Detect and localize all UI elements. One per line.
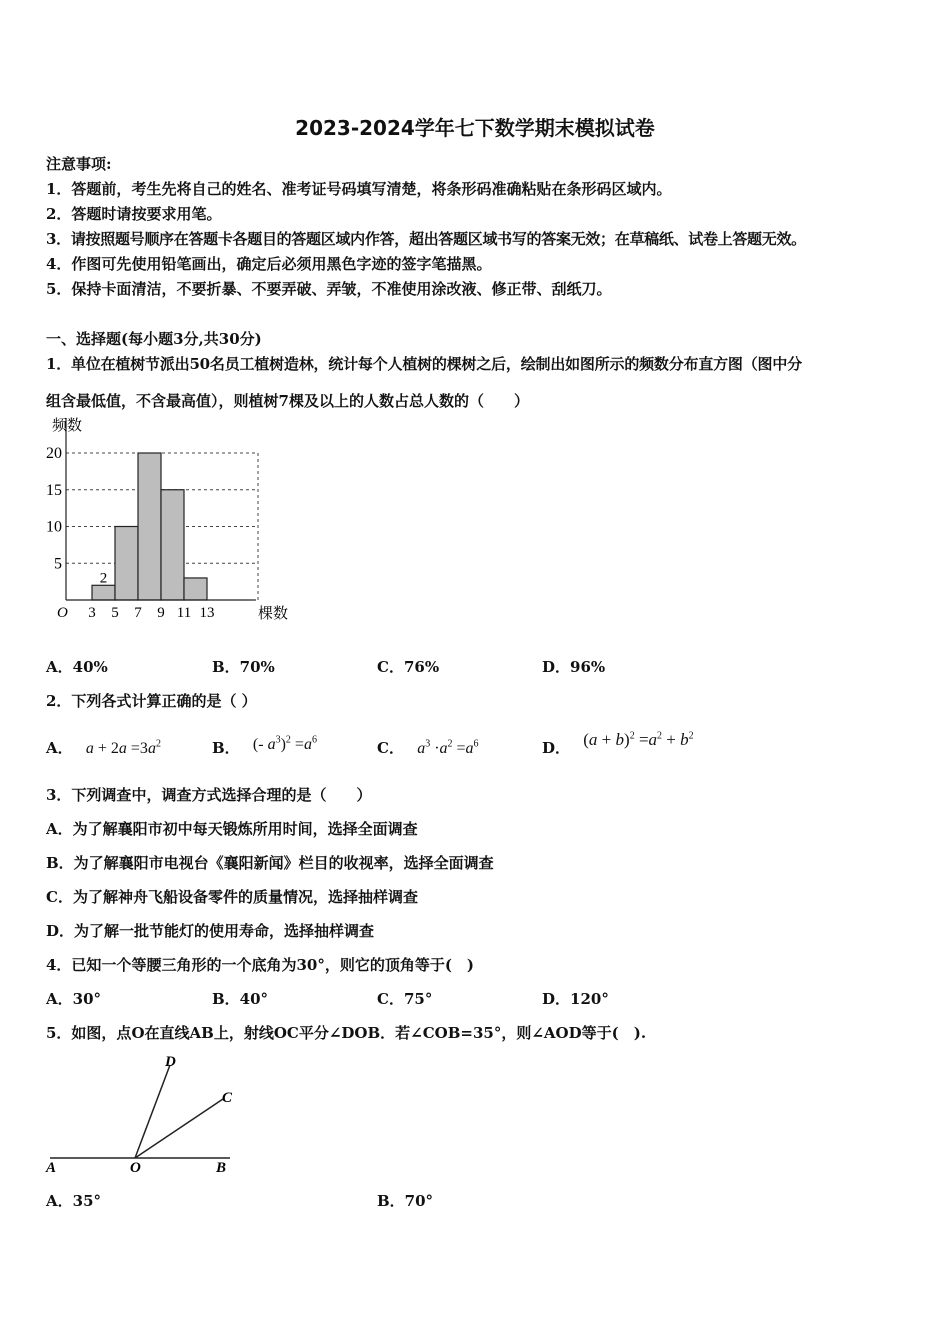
q5-option-a: A．35° <box>46 1192 102 1210</box>
q3-option-c: C．为了解神舟飞船设备零件的质量情况，选择抽样调查 <box>46 888 418 906</box>
q2-option-d-formula: $(a + b)^2 =a^2 + b^2$ <box>583 730 694 749</box>
x-tick-7: 7 <box>134 605 142 621</box>
notice-item-5: 5．保持卡面清洁，不要折暴、不要弄破、弄皱，不准使用涂改液、修正带、刮纸刀。 <box>46 280 612 298</box>
q2-option-d <box>542 730 694 758</box>
x-tick-9: 9 <box>157 605 165 621</box>
x-tick-13: 13 <box>199 605 215 621</box>
q3-option-b: B．为了解襄阳市电视台《襄阳新闻》栏目的收视率，选择全面调查 <box>46 854 494 872</box>
x-tick-3: 3 <box>88 605 96 621</box>
notice-item-1: 1．答题前，考生先将自己的姓名、准考证号码填写清楚，将条形码准确粘贴在条形码区域内。 <box>46 180 672 198</box>
q2-option-b-label: B． <box>212 739 240 757</box>
q2-option-a-formula: $a + 2a =3a^2$ <box>85 738 161 757</box>
label-b: B <box>216 1160 227 1176</box>
q2-option-c-label: C． <box>377 739 404 757</box>
q2-option-c-formula: $a^3 \cdot a^2 =a^6$ <box>417 738 479 757</box>
origin-label: O <box>57 605 68 621</box>
q4-stem: 4．已知一个等腰三角形的一个底角为30°，则它的顶角等于( ) <box>46 956 475 974</box>
q1-option-a: A．40% <box>46 658 108 676</box>
bar-data-label: 2 <box>99 570 108 587</box>
notice-item-2: 2．答题时请按要求用笔。 <box>46 205 222 223</box>
q2-option-c <box>377 737 479 758</box>
q2-stem: 2．下列各式计算正确的是（ ） <box>46 692 257 710</box>
q2-option-b-formula: (- $a^3)^2 =a^6$ <box>252 734 317 753</box>
q1-option-c: C．76% <box>377 658 440 676</box>
q2-option-a-label: A． <box>46 739 73 757</box>
histogram-bar-5-7 <box>115 527 138 601</box>
q4-option-a: A．30° <box>46 990 102 1008</box>
q1-option-d: D．96% <box>542 658 606 676</box>
x-tick-labels <box>88 605 214 621</box>
q3-option-a: A．为了解襄阳市初中每天锻炼所用时间，选择全面调查 <box>46 820 418 838</box>
q3-stem: 3．下列调查中，调查方式选择合理的是（ ） <box>46 786 372 804</box>
histogram-bar-3-5 <box>92 585 115 600</box>
q4-option-d: D．120° <box>542 990 609 1008</box>
q3-option-d: D．为了解一批节能灯的使用寿命，选择抽样调查 <box>46 922 375 940</box>
q5-option-b: B．70° <box>377 1192 434 1210</box>
histogram-bar-7-9 <box>138 453 161 600</box>
page-title: 2023-2024学年七下数学期末模拟试卷 <box>295 116 655 140</box>
y-tick-20: 20 <box>46 445 62 462</box>
q5-angle-figure <box>40 1048 260 1178</box>
y-axis-label: 频数 <box>52 418 83 434</box>
y-tick-10: 10 <box>46 518 62 536</box>
y-tick-5: 5 <box>54 555 62 573</box>
q2-option-b <box>212 734 317 758</box>
q1-stem-line2: 组含最低值，不含最高值），则植树7棵及以上的人数占总人数的（ ） <box>46 392 529 410</box>
ray-oc <box>135 1099 223 1158</box>
ray-od <box>135 1065 170 1158</box>
x-tick-11: 11 <box>176 605 192 621</box>
x-axis-label: 棵数 <box>258 606 289 622</box>
y-tick-15: 15 <box>46 481 62 499</box>
histogram-bar-9-11 <box>161 490 184 600</box>
q1-stem-line1: 1．单位在植树节派出50名员工植树造林，统计每个人植树的棵树之后，绘制出如图所示的频数分布直方图（图中分 <box>46 355 802 373</box>
label-a: A <box>46 1160 57 1176</box>
q5-stem: 5．如图，点O在直线AB上，射线OC平分∠DOB．若∠COB=35°，则∠AOD等于( ). <box>46 1024 647 1042</box>
notice-item-4: 4．作图可先使用铅笔画出，确定后必须用黑色字迹的签字笔描黑。 <box>46 255 492 273</box>
q1-option-b: B．70% <box>212 658 275 676</box>
q4-option-c: C．75° <box>377 990 433 1008</box>
y-tick-labels <box>46 445 62 572</box>
notice-heading: 注意事项: <box>46 155 112 173</box>
notice-item-3: 3．请按照题号顺序在答题卡各题目的答题区域内作答，超出答题区域书写的答案无效；在草稿纸、试卷上答题无效。 <box>46 230 806 248</box>
section-heading: 一、选择题(每小题3分,共30分) <box>46 330 262 348</box>
label-d: D <box>165 1054 176 1070</box>
q2-option-d-label: D． <box>542 739 571 757</box>
q1-histogram <box>40 412 300 627</box>
q2-option-a <box>46 737 161 758</box>
label-c: C <box>222 1090 233 1106</box>
histogram-bar-11-13 <box>184 578 207 600</box>
q4-option-b: B．40° <box>212 990 269 1008</box>
x-tick-5: 5 <box>111 605 119 621</box>
label-o: O <box>130 1160 141 1176</box>
